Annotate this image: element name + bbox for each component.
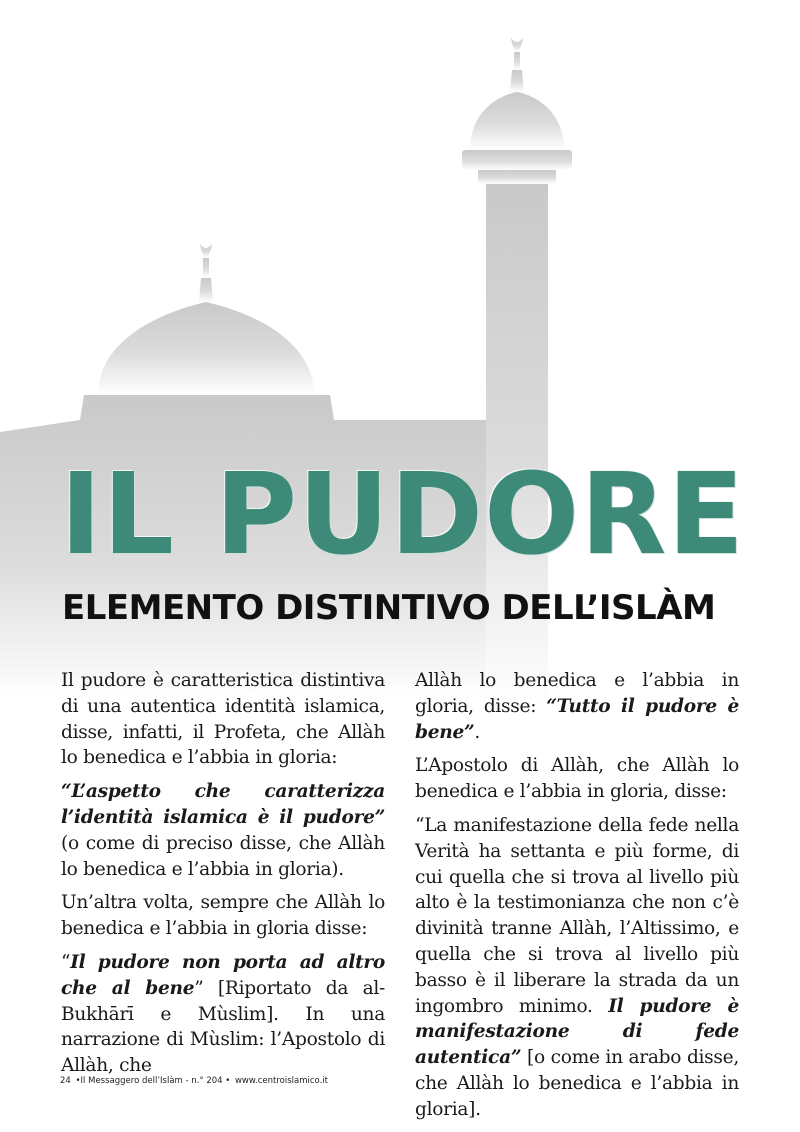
quote: Il pudore è manifestazione di fede autentica” — [415, 995, 739, 1069]
page-number: 24 — [60, 1076, 71, 1086]
quote: “L’aspetto che caratterizza l’identità islamica è il pudore” — [61, 781, 385, 828]
page-footer — [60, 1076, 330, 1086]
dome-crescent — [200, 244, 212, 258]
paragraph: Un’altra volta, sempre che Allàh lo benedica e l’abbia in gloria disse: — [61, 892, 385, 940]
page-subtitle: ELEMENTO DISTINTIVO DELL’ISLÀM — [62, 588, 716, 628]
paragraph: “L’aspetto che caratterizza l’identità islamica è il pudore” (o come di preciso disse, che Allàh lo benedica e l’abbia in gloria). — [61, 781, 385, 880]
page-title: IL PUDORE — [60, 450, 745, 580]
text-column-right — [415, 668, 739, 1131]
website-link[interactable]: www.centroislamico.it — [234, 1076, 328, 1086]
paragraph: Allàh lo benedica e l’abbia in gloria, disse: “Tutto il pudore è bene”. — [415, 670, 739, 743]
minaret-dome — [470, 92, 564, 150]
text-column-left — [61, 668, 385, 1087]
paragraph: L’Apostolo di Allàh, che Allàh lo benedica e l’abbia in gloria, disse: — [415, 755, 739, 803]
paragraph: Il pudore è caratteristica distintiva di una autentica identità islamica, disse, infatti, il Profeta, che Allàh lo benedica e l’abbia in gloria: — [61, 670, 385, 769]
main-dome — [98, 302, 314, 395]
quote: “Tutto il pudore è bene” — [415, 695, 739, 743]
paragraph: “La manifestazione della fede nella Verità ha settanta e più forme, di cui quella che si trova al livello più alto è la testimonianza che non c’è divinità tranne Allàh, l’Altissimo, e quella che si trova al livello più basso è il liberare la strada da un ingombro minimo. Il pudore è manifestazione di fede autentica” [o come in arabo disse, che Allàh lo benedica e l’abbia in gloria]. — [415, 814, 739, 1120]
minaret-crescent — [511, 38, 523, 52]
magazine-name: •Il Messaggero dell’Islàm - n.° 204 • — [75, 1076, 231, 1086]
paragraph: “Il pudore non porta ad altro che al bene” [Riportato da al-Bukhārī e Mùslim]. In una narrazione di Mùslim: l’Apostolo di Allàh, che — [61, 951, 385, 1077]
quote: Il pudore non porta ad altro che al bene — [61, 951, 385, 999]
